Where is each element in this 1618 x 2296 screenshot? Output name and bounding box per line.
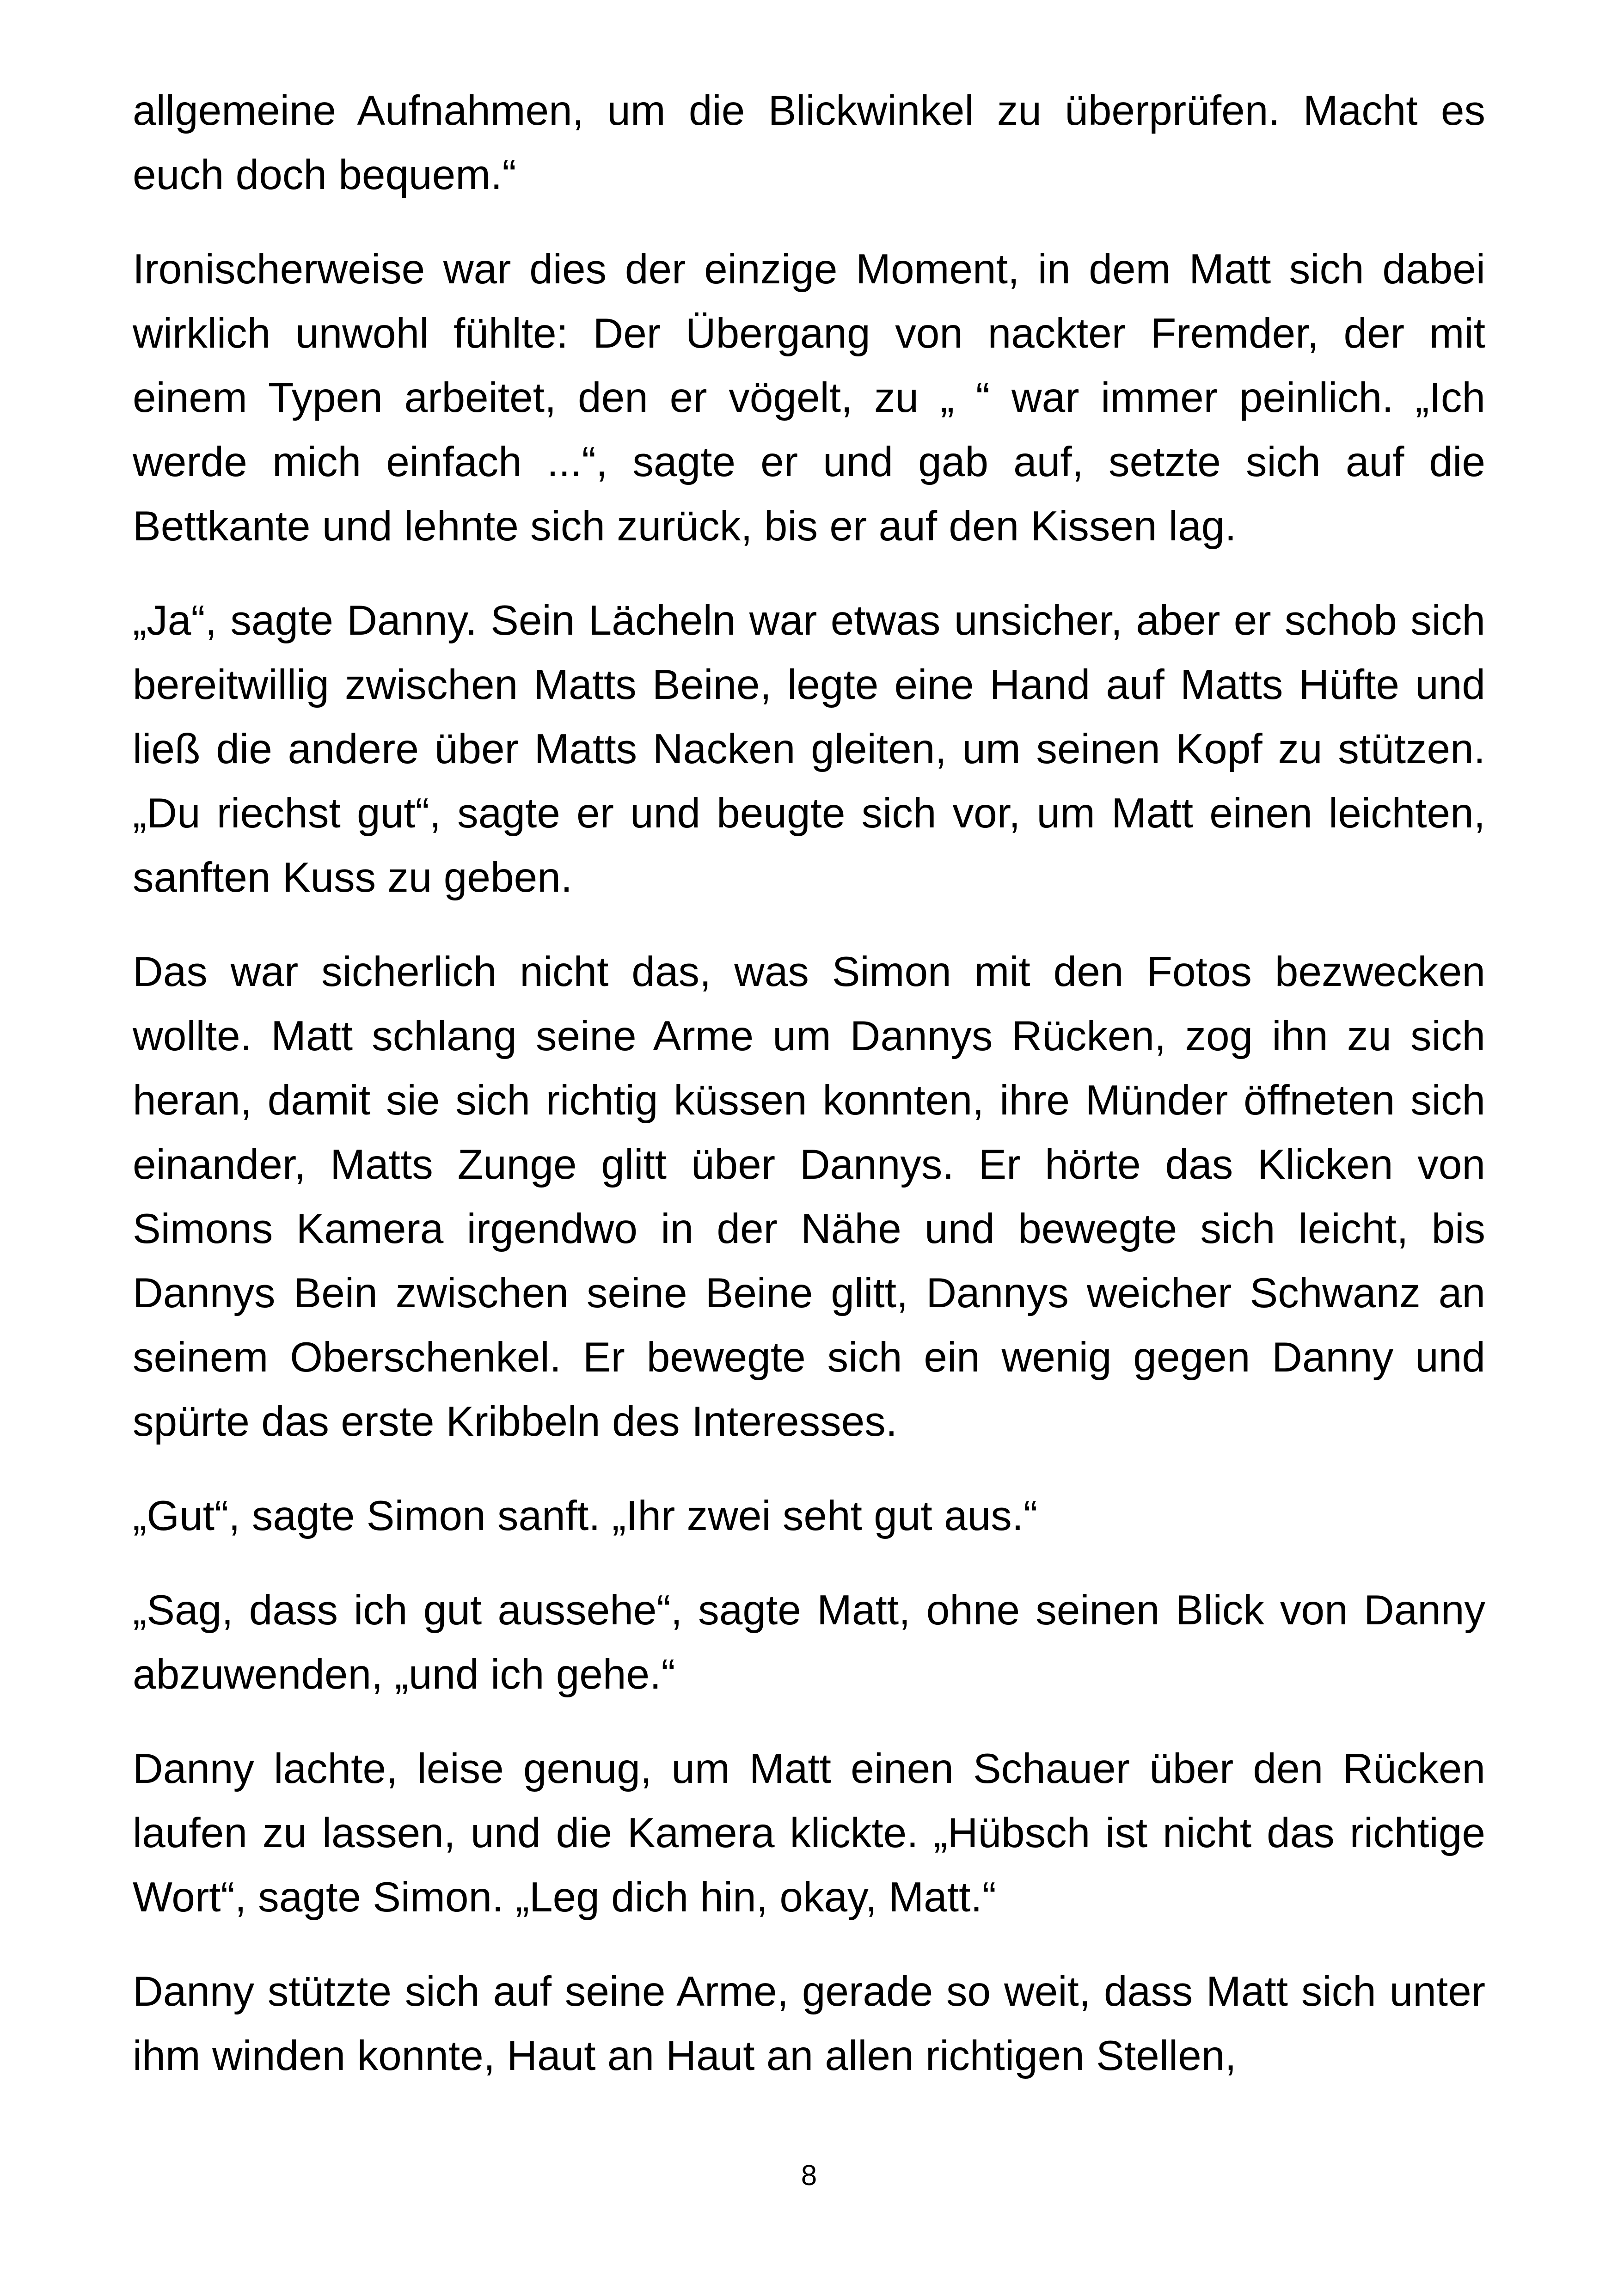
paragraph: Ironischerweise war dies der einzige Moment, in dem Matt sich dabei wirklich unwohl fühlte: Der Übergang von nackter Fremder, der mit einem Typen arbeitet, den er vögelt, zu „ “ war immer peinlich. „Ich werde mich einfach ...“, sagte er und gab auf, setzte sich auf die Bettkante und lehnte sich zurück, bis er auf den Kissen lag. bbox=[133, 246, 1485, 550]
paragraph: „Sag, dass ich gut aussehe“, sagte Matt, ohne seinen Blick von Danny abzuwenden, „und ich gehe.“ bbox=[133, 1587, 1485, 1698]
paragraph: allgemeine Aufnahmen, um die Blickwinkel zu überprüfen. Macht es euch doch bequem.“ bbox=[133, 87, 1485, 198]
paragraph: Das war sicherlich nicht das, was Simon mit den Fotos bezwecken wollte. Matt schlang seine Arme um Dannys Rücken, zog ihn zu sich heran, damit sie sich richtig küssen konnten, ihre Münder öffneten sich einander, Matts Zunge glitt über Dannys. Er hörte das Klicken von Simons Kamera irgendwo in der Nähe und bewegte sich leicht, bis Dannys Bein zwischen seine Beine glitt, Dannys weicher Schwanz an seinem Oberschenkel. Er bewegte sich ein wenig gegen Danny und spürte das erste Kribbeln des Interesses. bbox=[133, 949, 1485, 1445]
page-body bbox=[133, 79, 1485, 2118]
page-number: 8 bbox=[801, 2160, 817, 2192]
paragraph: Danny stützte sich auf seine Arme, gerade so weit, dass Matt sich unter ihm winden konnte, Haut an Haut an allen richtigen Stellen, bbox=[133, 1968, 1485, 2079]
paragraph: Danny lachte, leise genug, um Matt einen Schauer über den Rücken laufen zu lassen, und die Kamera klickte. „Hübsch ist nicht das richtige Wort“, sagte Simon. „Leg dich hin, okay, Matt.“ bbox=[133, 1745, 1485, 1921]
paragraph: „Ja“, sagte Danny. Sein Lächeln war etwas unsicher, aber er schob sich bereitwillig zwischen Matts Beine, legte eine Hand auf Matts Hüfte und ließ die andere über Matts Nacken gleiten, um seinen Kopf zu stützen. „Du riechst gut“, sagte er und beugte sich vor, um Matt einen leichten, sanften Kuss zu geben. bbox=[133, 597, 1485, 901]
paragraph: „Gut“, sagte Simon sanft. „Ihr zwei seht gut aus.“ bbox=[133, 1493, 1038, 1539]
